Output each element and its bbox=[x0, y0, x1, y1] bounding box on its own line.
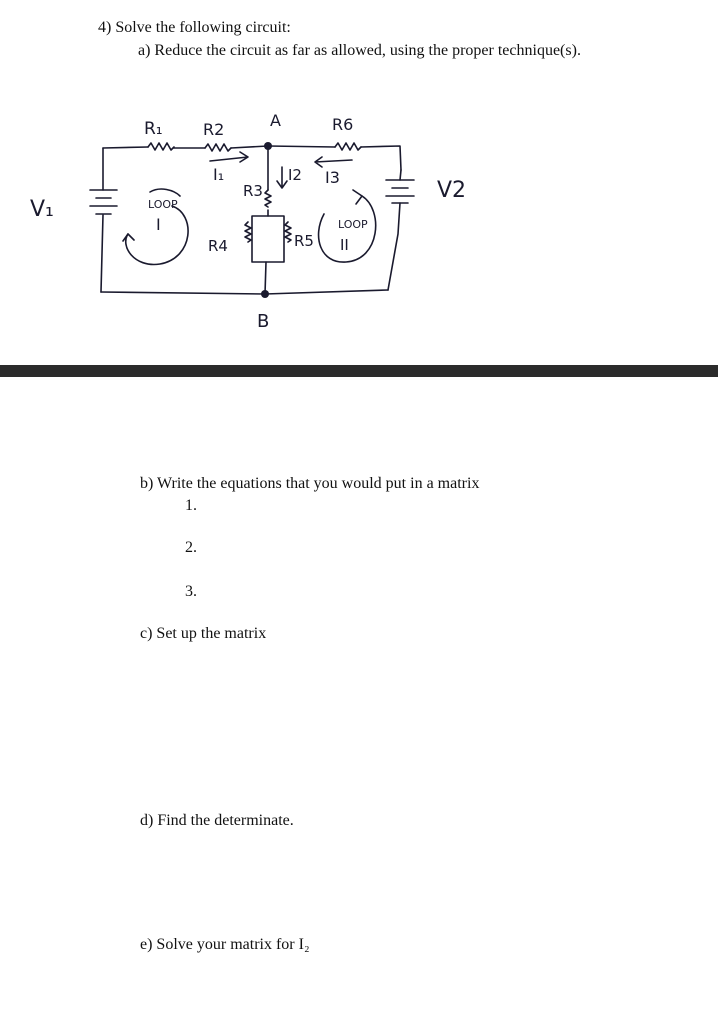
r4-resistor bbox=[245, 222, 251, 242]
r1-label: R₁ bbox=[144, 119, 163, 139]
part-e-text: e) Solve your matrix for I₂ bbox=[140, 936, 310, 953]
r5-label: R5 bbox=[294, 232, 314, 250]
node-b-label: B bbox=[257, 311, 270, 332]
circuit-diagram bbox=[0, 95, 718, 345]
wire-right-top bbox=[400, 170, 401, 180]
v2-battery bbox=[386, 180, 414, 203]
loop1-upper bbox=[150, 189, 180, 196]
part-d-text: d) Find the determinate. bbox=[140, 812, 294, 829]
r2-label: R2 bbox=[203, 120, 225, 139]
part-c-text: c) Set up the matrix bbox=[140, 625, 267, 642]
wire-top-left bbox=[103, 147, 148, 148]
problem-heading: 4) Solve the following circuit: bbox=[98, 19, 291, 36]
page-divider bbox=[0, 365, 718, 377]
r6-label: R6 bbox=[332, 115, 354, 134]
node-b-dot bbox=[261, 290, 269, 298]
v1-label: V₁ bbox=[30, 197, 54, 222]
wire-a-to-r6 bbox=[268, 146, 335, 147]
wire-bottom bbox=[101, 290, 388, 294]
wire-right-bottom bbox=[388, 203, 400, 290]
r6-resistor bbox=[335, 143, 361, 150]
node-a-label: A bbox=[270, 111, 281, 130]
i3-label: I3 bbox=[325, 168, 340, 187]
wire-top-right bbox=[361, 146, 401, 170]
r1-resistor bbox=[148, 143, 174, 150]
i2-label: I2 bbox=[288, 166, 302, 184]
part-b-text: b) Write the equations that you would put in a matrix bbox=[140, 475, 480, 492]
loop2-number: II bbox=[340, 236, 349, 254]
equation-1-label: 1. bbox=[185, 497, 197, 514]
r5-resistor bbox=[285, 222, 291, 242]
wire-top-to-a bbox=[231, 146, 268, 148]
part-a-text: a) Reduce the circuit as far as allowed, using the proper technique(s). bbox=[138, 42, 581, 59]
wire-b-up bbox=[265, 262, 266, 294]
i3-arrow bbox=[315, 157, 352, 167]
node-a-dot bbox=[264, 142, 272, 150]
equation-2-label: 2. bbox=[185, 539, 197, 556]
r3-label: R3 bbox=[243, 182, 263, 200]
i1-label: I₁ bbox=[213, 165, 225, 184]
loop2-arrow bbox=[353, 190, 362, 204]
equation-3-label: 3. bbox=[185, 583, 197, 600]
loop1-number: I bbox=[156, 215, 161, 234]
loop1-title: LOOP bbox=[148, 198, 178, 211]
i1-arrow bbox=[210, 152, 248, 162]
r4-label: R4 bbox=[208, 237, 228, 255]
i2-arrow bbox=[277, 167, 287, 188]
loop2-title: LOOP bbox=[338, 218, 368, 231]
wire-left-bottom bbox=[101, 215, 103, 292]
v2-label: V2 bbox=[437, 178, 467, 203]
v1-battery bbox=[90, 190, 117, 214]
r2-resistor bbox=[205, 144, 231, 151]
r3-resistor bbox=[265, 190, 271, 207]
parallel-box bbox=[252, 216, 284, 262]
loop1-arrow bbox=[123, 234, 134, 241]
